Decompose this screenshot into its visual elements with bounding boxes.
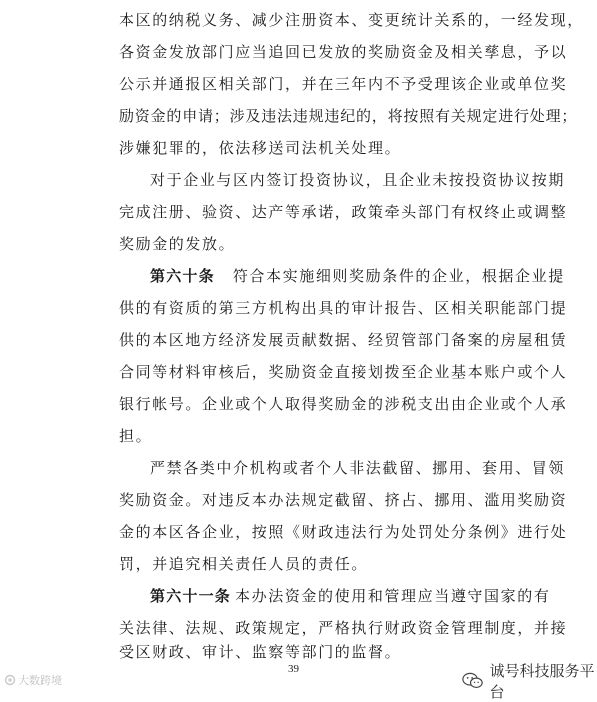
article-61-heading: 第六十一条 [150,587,231,605]
text-line: 罚，并追究相关责任人员的责任。 [119,554,597,574]
text-line: 银行帐号。企业或个人取得奖励金的涉税支出由企业或个人承 [119,394,597,414]
watermark-left-text: 大数跨境 [18,672,62,688]
article-60-heading: 第六十条 [150,267,215,285]
text-line: 供的有资质的第三方机构出具的审计报告、区相关职能部门提 [119,298,597,318]
text-line: 供的本区地方经济发展贡献数据、经贸管部门备案的房屋租赁 [119,330,597,350]
text-line: 完成注册、验资、达产等承诺，政策牵头部门有权终止或调整 [119,202,597,222]
watermark-right [462,660,597,702]
text-line: 担。 [119,426,597,446]
text-line: 各资金发放部门应当追回已发放的奖励资金及相关孳息，予以 [119,42,597,62]
watermark-logo-icon [4,674,16,686]
text-line: 符合本实施细则奖励条件的企业，根据企业提 [233,267,565,285]
text-line: 本办法资金的使用和管理应当遵守国家的有 [235,587,550,605]
text-line: 励资金的申请；涉及违法违规违纪的，将按照有关规定进行处理； [119,106,597,126]
wechat-icon [462,671,484,691]
text-line: 涉嫌犯罪的，依法移送司法机关处理。 [119,138,597,158]
watermark-left [4,672,62,688]
article-61-line [150,586,597,606]
text-line: 对于企业与区内签订投资协议，且企业未按投资协议按期 [150,170,597,190]
text-line: 合同等材料审核后，奖励资金直接划拨至企业基本账户或个人 [119,362,597,382]
text-line: 严禁各类中介机构或者个人非法截留、挪用、套用、冒领 [150,458,597,478]
watermark-right-text: 诚号科技服务平台 [490,660,597,702]
text-line: 关法律、法规、政策规定，严格执行财政资金管理制度，并接 [119,618,597,638]
text-line: 奖励资金。对违反本办法规定截留、挤占、挪用、滥用奖励资 [119,490,597,510]
text-line: 本区的纳税义务、减少注册资本、变更统计关系的，一经发现， [119,10,597,30]
text-line: 公示并通报区相关部门，并在三年内不予受理该企业或单位奖 [119,74,597,94]
page-number: 39 [288,663,299,675]
text-line: 金的本区各企业，按照《财政违法行为处罚处分条例》进行处 [119,522,597,542]
article-60-line [150,266,597,286]
text-line: 受区财政、审计、监察等部门的监督。 [119,642,597,662]
text-line: 奖励金的发放。 [119,234,597,254]
